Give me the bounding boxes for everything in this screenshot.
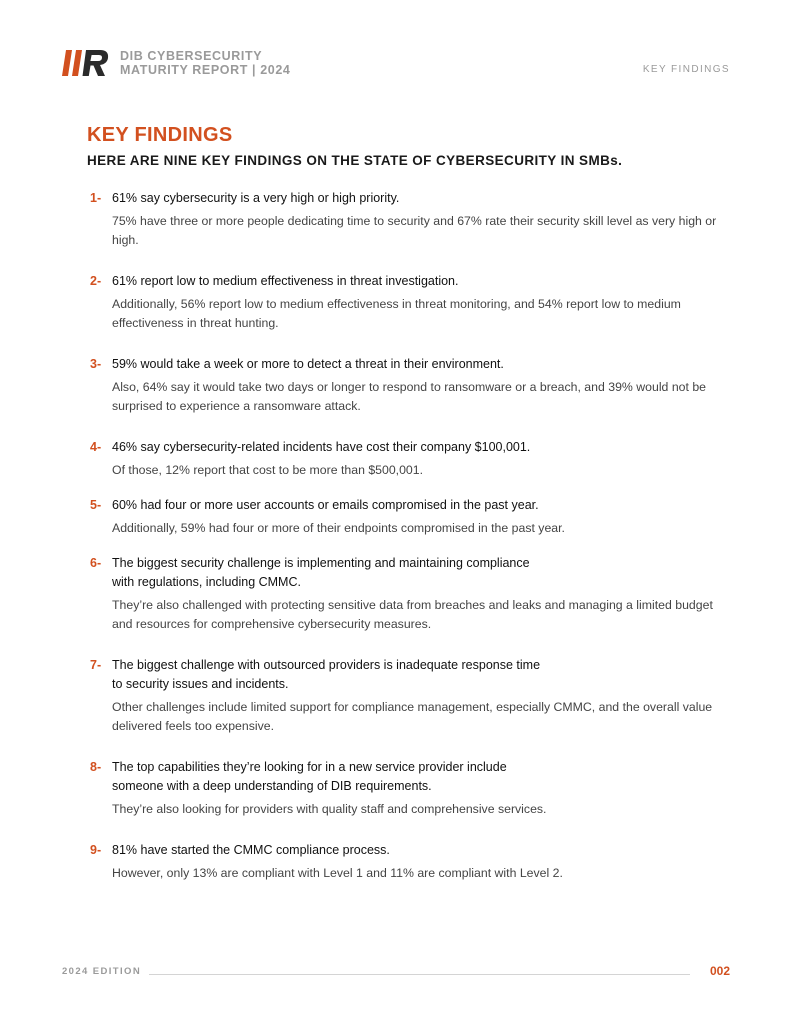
finding-title [112, 656, 717, 694]
finding-number: 2- [90, 274, 102, 288]
section-label: KEY FINDINGS [642, 64, 730, 75]
finding-title: 81% have started the CMMC compliance process. [112, 843, 390, 857]
finding-item [87, 656, 717, 736]
page-footer [62, 963, 730, 979]
finding-description: They’re also looking for providers with quality staff and comprehensive services. [112, 802, 547, 816]
finding-title-line-2: with regulations, including CMMC. [112, 575, 301, 589]
finding-number: 4- [90, 440, 102, 454]
page-subtitle: HERE ARE NINE KEY FINDINGS ON THE STATE OF CYBERSECURITY IN SMBs. [87, 153, 623, 168]
finding-title: 61% report low to medium effectiveness in threat investigation. [112, 274, 459, 288]
footer-divider [149, 974, 690, 975]
finding-item [87, 355, 717, 416]
finding-title-line-2: to security issues and incidents. [112, 677, 289, 691]
finding-title-line-1: The biggest security challenge is implementing and maintaining compliance [112, 556, 530, 570]
iir-logo-icon [62, 50, 110, 76]
page-title: KEY FINDINGS [87, 124, 233, 146]
brand-line-1: DIB CYBERSECURITY [120, 49, 263, 63]
finding-number: 5- [90, 498, 102, 512]
finding-description: However, only 13% are compliant with Level 1 and 11% are compliant with Level 2. [112, 866, 563, 880]
finding-number: 3- [90, 357, 102, 371]
brand-line-2: MATURITY REPORT | 2024 [120, 63, 291, 77]
finding-description: Also, 64% say it would take two days or longer to respond to ransomware or a breach, and 39% would not be surprised to experience a ransomware attack. [112, 380, 707, 413]
finding-item [87, 272, 717, 333]
finding-description: 75% have three or more people dedicating time to security and 67% rate their security skill level as very high or high. [112, 214, 717, 247]
finding-item [87, 758, 717, 819]
page-header [62, 48, 730, 80]
finding-item [87, 841, 717, 883]
finding-title: 46% say cybersecurity-related incidents have cost their company $100,001. [112, 440, 531, 454]
finding-title-line-1: The top capabilities they’re looking for in a new service provider include [112, 760, 507, 774]
finding-number: 8- [90, 760, 102, 774]
finding-title [112, 554, 717, 592]
finding-title: 60% had four or more user accounts or emails compromised in the past year. [112, 498, 539, 512]
finding-title: 61% say cybersecurity is a very high or high priority. [112, 191, 400, 205]
finding-number: 7- [90, 658, 102, 672]
finding-number: 1- [90, 191, 102, 205]
page-number: 002 [709, 964, 730, 978]
finding-title [112, 758, 717, 796]
finding-description: Additionally, 59% had four or more of their endpoints compromised in the past year. [112, 521, 565, 535]
finding-title: 59% would take a week or more to detect a threat in their environment. [112, 357, 504, 371]
finding-title-line-2: someone with a deep understanding of DIB requirements. [112, 779, 432, 793]
finding-title-line-1: The biggest challenge with outsourced providers is inadequate response time [112, 658, 541, 672]
finding-item [87, 496, 717, 538]
findings-list [87, 189, 717, 883]
finding-number: 9- [90, 843, 102, 857]
finding-item [87, 189, 717, 250]
edition-label: 2024 EDITION [62, 966, 142, 977]
finding-description: Of those, 12% report that cost to be more than $500,001. [112, 463, 424, 477]
finding-description: Additionally, 56% report low to medium effectiveness in threat monitoring, and 54% report low to medium effectiveness in threat hunting. [112, 297, 681, 330]
finding-number: 6- [90, 556, 102, 570]
finding-item [87, 554, 717, 634]
report-brand [120, 49, 290, 77]
finding-description: They’re also challenged with protecting sensitive data from breaches and leaks and managing a limited budget and resources for comprehensive cybersecurity measures. [112, 598, 713, 631]
finding-description: Other challenges include limited support for compliance management, especially CMMC, and the overall value delivered feels too expensive. [112, 700, 713, 733]
finding-item [87, 438, 717, 480]
